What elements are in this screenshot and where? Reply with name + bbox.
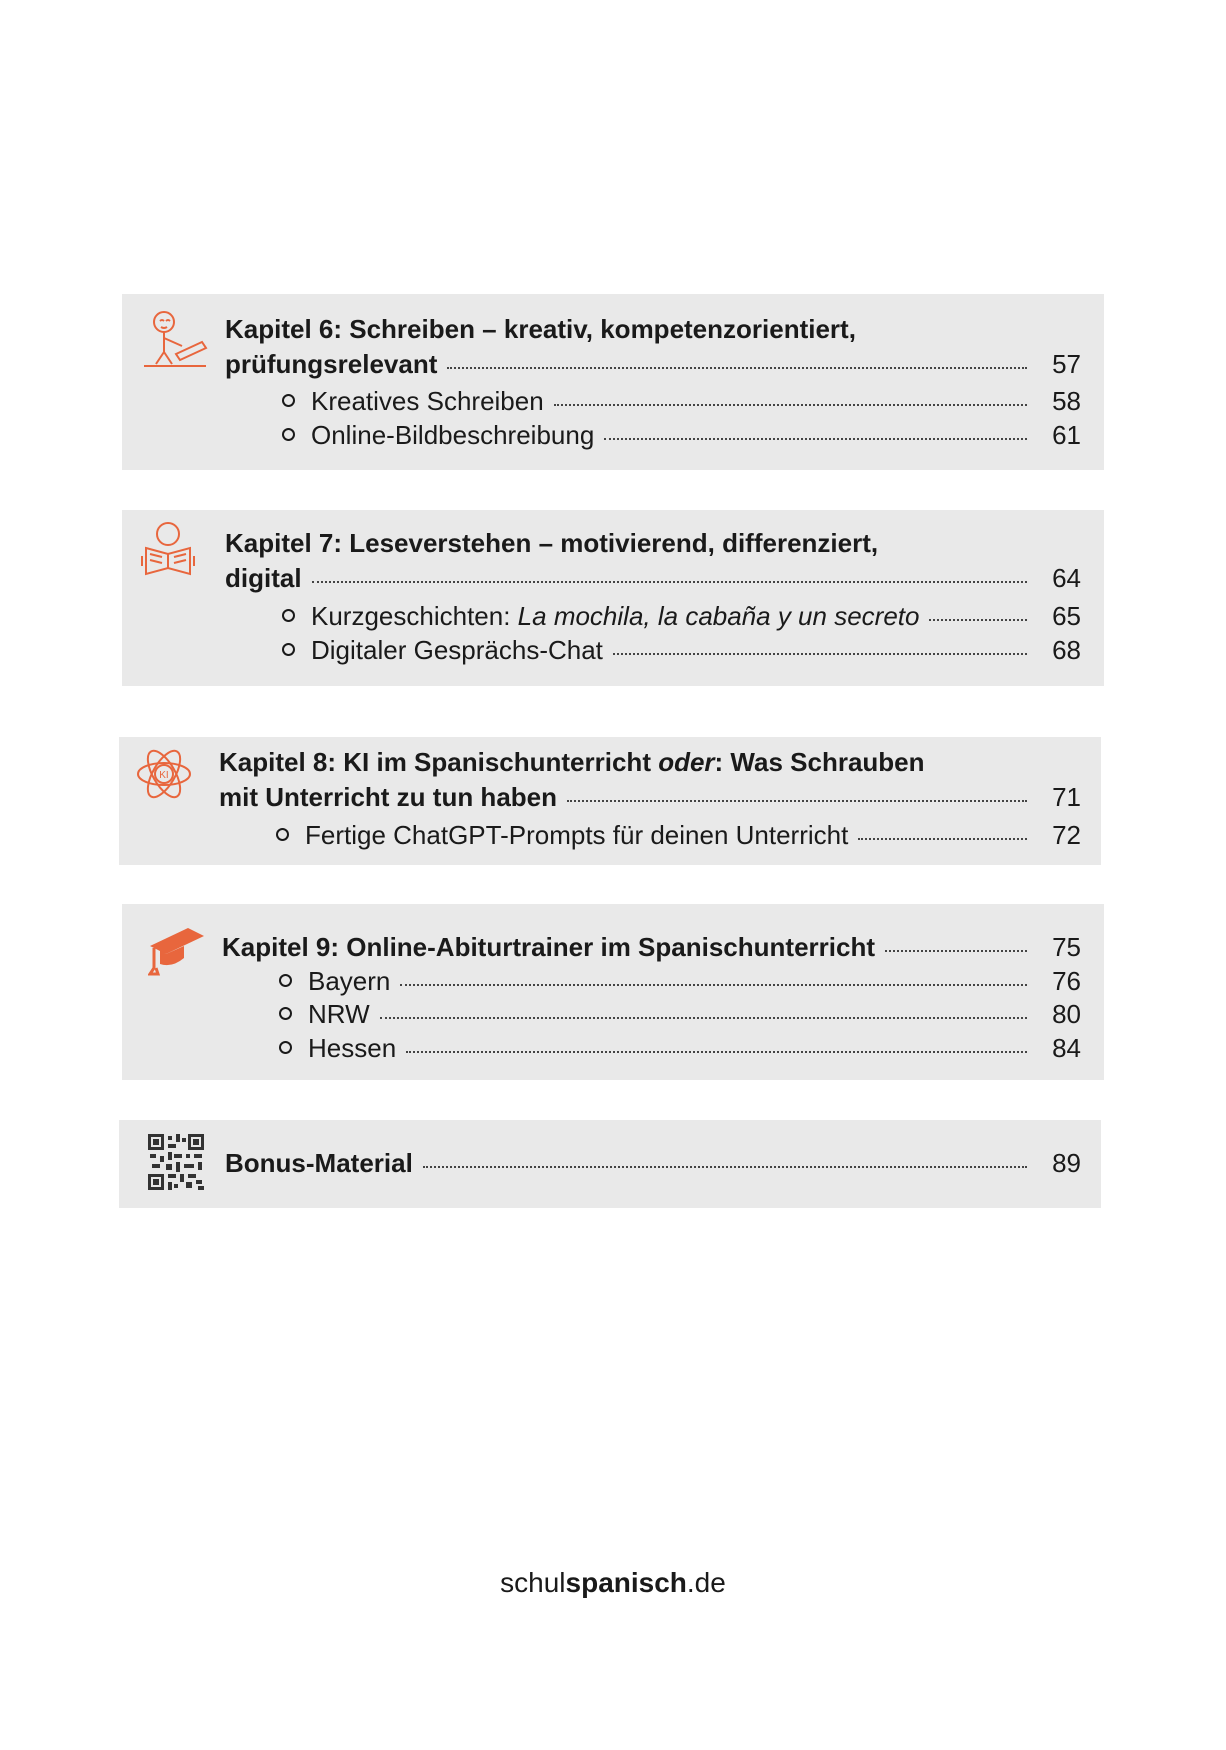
writing-person-icon <box>142 308 208 370</box>
toc-item-label-prefix: Kurzgeschichten: <box>311 601 518 631</box>
chapter-6-title-line2: prüfungsrelevant <box>225 349 438 379</box>
bullet-icon <box>282 609 295 622</box>
chapter-9-title: Kapitel 9: Online-Abiturtrainer im Spanischunterricht <box>222 932 875 962</box>
dot-leader <box>406 1051 1027 1053</box>
chapter-8-box <box>119 737 1101 865</box>
ki-atom-icon <box>135 745 193 803</box>
footer-website[interactable] <box>0 1567 1226 1599</box>
bonus-title-row[interactable] <box>225 1146 1081 1180</box>
chapter-8-page: 71 <box>1052 782 1081 812</box>
toc-item-page: 80 <box>1052 999 1081 1029</box>
bullet-icon <box>276 828 289 841</box>
reading-book-icon <box>140 520 196 576</box>
dot-leader <box>312 581 1027 583</box>
graduation-cap-icon <box>148 924 206 976</box>
chapter-8-title-part-a: Kapitel 8: KI im Spanischunterricht <box>219 747 659 777</box>
chapter-9-page: 75 <box>1052 932 1081 962</box>
chapter-9-title-row[interactable] <box>222 930 1081 964</box>
dot-leader <box>400 984 1027 986</box>
toc-item-label: Kreatives Schreiben <box>311 386 544 416</box>
toc-item[interactable] <box>276 818 1081 852</box>
toc-item-page: 58 <box>1052 386 1081 416</box>
chapter-7-box <box>122 510 1104 686</box>
chapter-9-box <box>122 904 1104 1080</box>
dot-leader <box>380 1017 1027 1019</box>
chapter-8-title-line1[interactable] <box>219 745 925 779</box>
dot-leader <box>554 404 1027 406</box>
bullet-icon <box>282 394 295 407</box>
svg-text:KI: KI <box>159 770 169 781</box>
toc-item[interactable] <box>282 384 1081 418</box>
toc-item-label: Digitaler Gesprächs-Chat <box>311 635 603 665</box>
bullet-icon <box>279 1007 292 1020</box>
chapter-7-title-line2-row[interactable] <box>225 561 1081 595</box>
footer-suffix: .de <box>686 1567 726 1598</box>
dot-leader <box>613 653 1027 655</box>
toc-item-page: 68 <box>1052 635 1081 665</box>
toc-item-label: Fertige ChatGPT-Prompts für deinen Unterricht <box>305 820 849 850</box>
bullet-icon <box>279 1041 292 1054</box>
chapter-8-title-italic: oder <box>658 747 715 777</box>
bonus-page: 89 <box>1052 1148 1081 1178</box>
bonus-title: Bonus-Material <box>225 1148 413 1178</box>
dot-leader <box>604 438 1027 440</box>
bonus-box <box>119 1120 1101 1208</box>
toc-item[interactable] <box>282 599 1081 633</box>
qr-code-icon <box>148 1134 204 1190</box>
chapter-6-title-line2-row[interactable] <box>225 347 1081 381</box>
footer-bold: spanisch <box>565 1567 687 1598</box>
toc-item-label <box>311 599 919 633</box>
chapter-7-title-line1[interactable]: Kapitel 7: Leseverstehen – motivierend, differenziert, <box>225 528 879 558</box>
bullet-icon <box>282 643 295 656</box>
chapter-8-title-line2: mit Unterricht zu tun haben <box>219 782 557 812</box>
toc-item[interactable] <box>282 633 1081 667</box>
toc-item[interactable] <box>282 418 1081 452</box>
chapter-8-title-line2-row[interactable] <box>219 780 1081 814</box>
chapter-6-title-line1[interactable]: Kapitel 6: Schreiben – kreativ, kompetenzorientiert, <box>225 314 856 344</box>
toc-item-label: NRW <box>308 999 370 1029</box>
toc-item[interactable] <box>279 997 1081 1031</box>
toc-item-label: Hessen <box>308 1033 397 1063</box>
dot-leader <box>447 367 1027 369</box>
toc-item-page: 61 <box>1052 420 1081 450</box>
chapter-8-title-part-b: : Was Schrauben <box>714 747 925 777</box>
chapter-7-title-line2: digital <box>225 563 302 593</box>
toc-item[interactable] <box>279 964 1081 998</box>
bullet-icon <box>282 428 295 441</box>
dot-leader <box>423 1166 1027 1168</box>
toc-item-label: Bayern <box>308 966 391 996</box>
chapter-6-page: 57 <box>1052 349 1081 379</box>
dot-leader <box>929 619 1027 621</box>
dot-leader <box>567 800 1027 802</box>
toc-item-page: 76 <box>1052 966 1081 996</box>
toc-item-page: 84 <box>1052 1033 1081 1063</box>
toc-item-page: 65 <box>1052 601 1081 631</box>
dot-leader <box>858 838 1027 840</box>
toc-item-page: 72 <box>1052 820 1081 850</box>
footer-prefix: schul <box>500 1567 566 1598</box>
bullet-icon <box>279 974 292 987</box>
chapter-6-box <box>122 294 1104 470</box>
toc-item[interactable] <box>279 1031 1081 1065</box>
chapter-7-page: 64 <box>1052 563 1081 593</box>
dot-leader <box>885 950 1027 952</box>
toc-item-label-italic: La mochila, la cabaña y un secreto <box>517 601 920 631</box>
toc-item-label: Online-Bildbeschreibung <box>311 420 595 450</box>
